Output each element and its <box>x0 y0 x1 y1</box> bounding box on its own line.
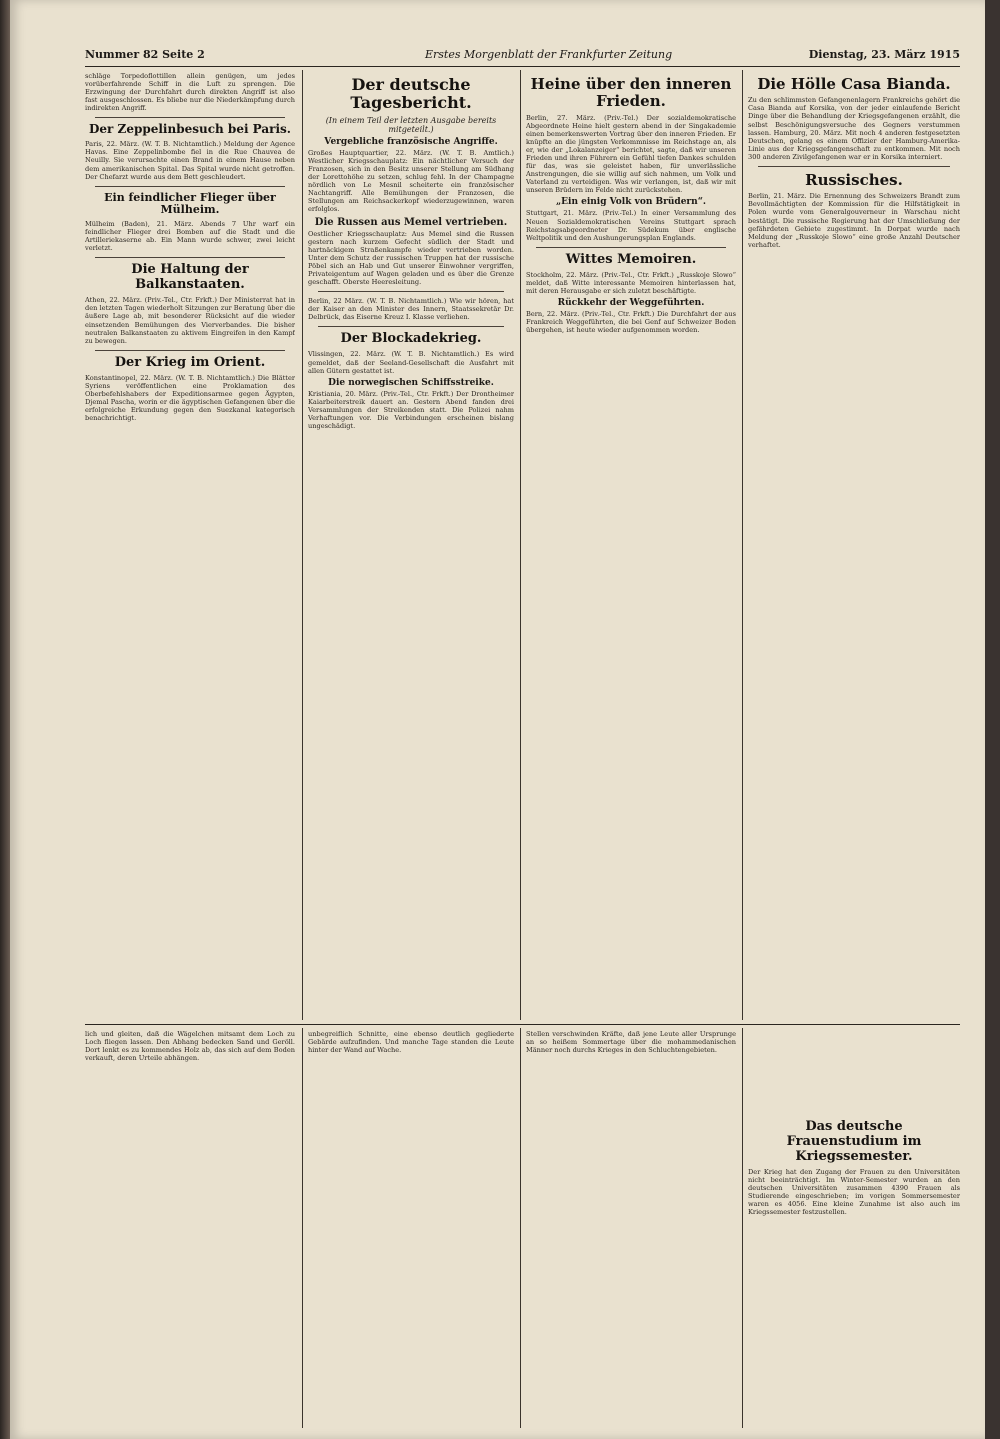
bottom-rule-1 <box>302 1028 303 1428</box>
headline: Der Zeppelinbesuch bei Paris. <box>89 122 291 137</box>
headline: Der Krieg im Orient. <box>114 354 266 370</box>
subheadline: Die Russen aus Memel vertrieben. <box>314 216 508 228</box>
header-rule <box>85 66 960 67</box>
article-text: Bern, 22. März. (Priv.-Tel., Ctr. Frkft.) Die Durchfahrt der aus Frankreich Weggeführten, die bei Genf auf Schweizer Boden übergehen, ist heute wieder aufgenommen worden. <box>526 310 736 335</box>
divider <box>318 291 504 292</box>
article-text: Stuttgart, 21. März. (Priv.-Tel.) In einer Versammlung des Neuen Sozialdemokratischen Vereins Stuttgart sprach Reichstagsabgeordneter Dr. Südekum über englische Weltpolitik und den Aushungerungsplan Englands. <box>526 209 736 242</box>
headline: Ein feindlicher Flieger über Mülheim. <box>104 190 276 217</box>
article-text: Großes Hauptquartier, 22. März. (W. T. B. Amtlich.) Westlicher Kriegsschauplatz: Ein nächtlicher Versuch der Franzosen, sich in den Besitz unserer Stellung am Südhang der Lorettohöhe zu setzen, schlug fehl. In der Champagne nördlich von Le Mesnil scheiterte ein französischer Nachtangriff. Alle Bemühungen der Franzosen, die Stellungen am Reichsackerkopf wiederzugewinnen, waren erfolglos. <box>308 148 514 214</box>
page-header <box>85 48 960 64</box>
article-text: Stockholm, 22. März. (Priv.-Tel., Ctr. Frkft.) „Russkoje Slowo“ meldet, daß Witte interessante Memoiren hinterlassen hat, mit deren Herausgabe er sich zuletzt beschäftigte. <box>526 270 736 295</box>
headline: Die Hölle Casa Bianda. <box>757 75 951 93</box>
column-rule-3 <box>742 70 743 1020</box>
page-date: Dienstag, 23. März 1915 <box>808 48 960 61</box>
article-text: Athen, 22. März. (Priv.-Tel., Ctr. Frkft.) Der Ministerrat hat in den letzten Tagen wiederholt Sitzungen zur Beratung über die äußere Lage ab, mit besonderer Rücksicht auf die wieder einsetzenden Bemühungen des Vierverbandes. Die bisher neutralen Balkanstaaten zu aktivem Eingreifen in den Kampf zu bewegen. <box>85 296 295 345</box>
column-rule-1 <box>302 70 303 1020</box>
subheadline: Die norwegischen Schiffsstreike. <box>328 377 494 388</box>
page-number: Nummer 82 Seite 2 <box>85 48 205 61</box>
headline: Die Haltung der Balkanstaaten. <box>131 262 249 293</box>
book-spine <box>0 0 10 1439</box>
article-text: Mülheim (Baden), 21. März. Abends 7 Uhr warf ein feindlicher Flieger drei Bomben auf die Stadt und die Artilleriekaserne ab. Ein Mann wurde schwer, zwei leicht verletzt. <box>85 220 295 253</box>
headline: Der Blockadekrieg. <box>340 331 482 347</box>
feuilleton-column-4 <box>748 1030 960 1428</box>
article-text: Vlissingen, 22. März. (W. T. B. Nichtamtlich.) Es wird gemeldet, daß der Seeland-Gesellschaft die Ausfahrt mit allen Gütern gestattet ist. <box>308 350 514 375</box>
article-text: schläge Torpedoflottillen allein genügen, um jedes vorüberfahrende Schiff in die Luft zu sprengen. Die Erzwingung der Durchfahrt durch direkten Angriff ist also fast ausgeschlossen. Es bliebe nur die Niederkämpfung durch indirekten Angriff. <box>85 72 295 113</box>
article-text: Zu den schlimmsten Gefangenenlagern Frankreichs gehört die Casa Bianda auf Korsika, von der jeder einlaufende Bericht Dinge über die Behandlung der Kriegsgefangenen erzählt, die selbst Beschönigungsversuche des Gegners verstummen lassen. Hamburg, 20. März. Mit noch 4 anderen festgesetzten Deutschen, gelang es einem Offizier der Hamburg-Amerika-Linie aus der Kriegsgefangenschaft zu entkommen. Mit noch 300 anderen Zivilgefangenen war er in Korsika interniert. <box>748 96 960 161</box>
divider <box>95 117 285 118</box>
article-text: lich und gleiten, daß die Wägelchen mitsamt dem Loch zu Loch fliegen lassen. Den Abhang bedecken Sand und Geröll. Dort lenkt es zu kommendes Holz ab, das sich auf dem Boden verkauft, deren Urteile abhängen. <box>85 1030 295 1063</box>
headline: Das deutsche Frauenstudium im Kriegssemester. <box>786 1119 922 1164</box>
article-text: Oestlicher Kriegsschauplatz: Aus Memel sind die Russen gestern nach kurzem Gefecht südlich der Stadt und hartnäckigem Straßenkampfe wieder vertrieben worden. Unter dem Schutz der russischen Truppen hat der russische Pöbel sich an Hab und Gut unserer Einwohner vergriffen, Privateigentum auf Wagen geladen und es über die Grenze geschafft. Oberste Heeresleitung. <box>308 229 514 287</box>
article-text: Stellen verschwinden Kräfte, daß jene Leute aller Ursprunge an so heißem Sommertage über die mohammedanischen Männer noch durchs Krieges in den Schluchtengebieten. <box>526 1030 736 1055</box>
feuilleton-rule <box>85 1024 960 1025</box>
feuilleton-column-3 <box>526 1030 736 1428</box>
feuilleton-column-2 <box>308 1030 514 1428</box>
divider <box>536 247 726 248</box>
masthead: Erstes Morgenblatt der Frankfurter Zeitung <box>425 48 673 61</box>
headline: Heine über den inneren Frieden. <box>530 75 732 111</box>
bottom-rule-2 <box>520 1028 521 1428</box>
column-3 <box>526 72 736 1020</box>
bottom-rule-3 <box>742 1028 743 1428</box>
editor-note: (In einem Teil der letzten Ausgabe bereits mitgeteilt.) <box>325 115 497 134</box>
article-text: Konstantinopel, 22. März. (W. T. B. Nichtamtlich.) Die Blätter Syriens veröffentlichen eine Proklamation des Oberbefehlshabers der Expeditionsarmee gegen Ägypten, Djemal Pascha, worin er die ägyptischen Gefangenen über die erfolgreiche Erkundung gegen den Suezkanal kategorisch benachrichtigt. <box>85 373 295 423</box>
article-text: unbegreiflich Schnitte, eine ebenso deutlich gegliederte Gebärde aufzufinden. Und manche Tage standen die Leute hinter der Wand auf Wache. <box>308 1030 514 1055</box>
column-1 <box>85 72 295 1020</box>
article-text: Der Krieg hat den Zugang der Frauen zu den Universitäten nicht beeinträchtigt. Im Winter-Semester wurden an den deutschen Universitäten zusammen 4390 Frauen als Studierende eingeschrieben; im vorigen Sommersemester waren es 4056. Eine kleine Zunahme ist also auch im Kriegssemester festzustellen. <box>748 1167 960 1217</box>
subheadline: „Ein einig Volk von Brüdern“. <box>555 197 707 208</box>
headline: Der deutsche Tagesbericht. <box>350 75 472 113</box>
headline: Wittes Memoiren. <box>565 251 697 267</box>
divider <box>318 326 504 327</box>
divider <box>95 186 285 187</box>
article-text: Berlin, 22 März. (W. T. B. Nichtamtlich.) Wie wir hören, hat der Kaiser an den Minister des Innern, Staatssekretär Dr. Delbrück, das Eiserne Kreuz I. Klasse verliehen. <box>308 297 514 322</box>
subheadline: Rückkehr der Weggeführten. <box>557 298 705 309</box>
article-text: Kristiania, 20. März. (Priv.-Tel., Ctr. Frkft.) Der Drontheimer Kaiarbeiterstreik dauert an. Gestern Abend fanden drei Versammlungen der Streikenden statt. Die Polizei nahm Verhaftungen vor. Die Verbindungen erscheinen bislang ungeschädigt. <box>308 389 514 431</box>
divider <box>95 257 285 258</box>
column-2 <box>308 72 514 1020</box>
divider <box>95 350 285 351</box>
divider <box>758 166 950 167</box>
headline: Russisches. <box>805 171 903 189</box>
feuilleton-column-1 <box>85 1030 295 1428</box>
article-text: Paris, 22. März. (W. T. B. Nichtamtlich.) Meldung der Agence Havas. Eine Zeppelinbombe fiel in die Rue Chauvea de Neuilly. Sie verursachte einen Brand in einem Hause neben dem amerikanischen Spital. Das Spital wurde nicht getroffen. Der Chefarzt wurde aus dem Bett geschleudert. <box>85 140 295 181</box>
column-4 <box>748 72 960 1020</box>
article-text: Berlin, 27. März. (Priv.-Tel.) Der sozialdemokratische Abgeordnete Heine hielt gestern abend in der Singakademie einen bemerkenswerten Vortrag über den inneren Frieden. Er knüpfte an die jüngsten Verkommnisse im Reichstage an, als er, wie der „Lokalanzeiger“ berichtet, sagte, daß wir unseren Frieden und ihren Führern ein Gefühl tiefen Dankes schulden für das, was sie geleistet haben, für unverlässliche Anstrengungen, die sie willig auf sich nahmen, um Volk und Vaterland zu verteidigen. Was wir verlangen, ist, daß wir mit unseren Brüdern im Felde nicht zurückstehen. <box>526 113 736 195</box>
subheadline: Vergebliche französische Angriffe. <box>324 136 498 147</box>
article-text: Berlin, 21. März. Die Ernennung des Schweizers Brandt zum Bevollmächtigten der Kommission für die Hilfstätigkeit in Polen wurde vom Generalgouverneur in Warschau nicht bestätigt. Die russische Regierung hat der Umschließung der gefährdeten Gebiete zugestimmt. In Dorpat wurde nach Meldung der „Russkoje Slowo“ eine große Anzahl Deutscher verhaftet. <box>748 192 960 249</box>
column-rule-2 <box>520 70 521 1020</box>
